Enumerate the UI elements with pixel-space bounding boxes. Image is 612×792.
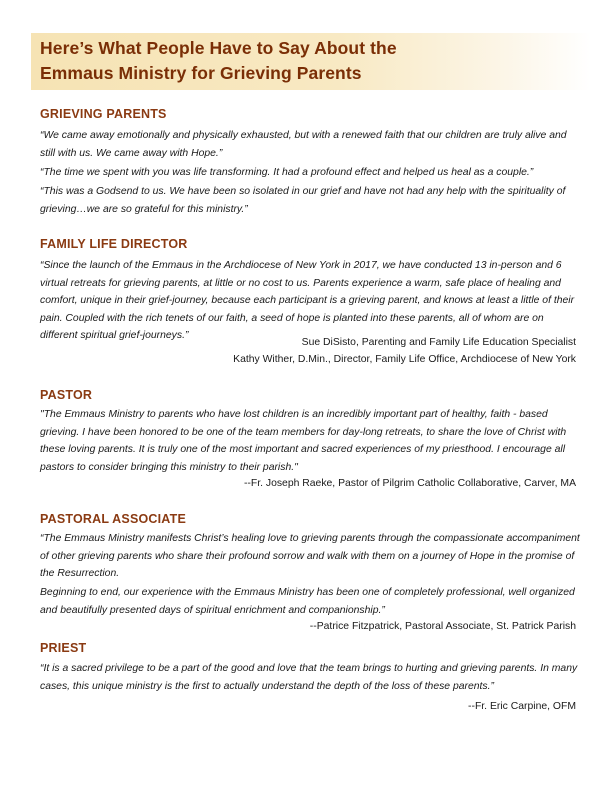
- quote-grieving-parents-2: “The time we spent with you was life transforming. It had a profound effect and helped us heal as a couple.”: [40, 167, 534, 178]
- section-heading-priest: PRIEST: [40, 641, 87, 655]
- quote-grieving-parents-3: “This was a Godsend to us. We have been so isolated in our grief and have not had any help with the spirituality of grieving…we are so grateful for this ministry.”: [40, 186, 566, 215]
- section-heading-pastor: PASTOR: [40, 388, 93, 402]
- quote-grieving-parents-1: “We came away emotionally and physically exhausted, but with a renewed faith that our children are truly alive and still with us. We came away with Hope.”: [40, 130, 567, 159]
- section-heading-family-life-director: FAMILY LIFE DIRECTOR: [40, 237, 188, 251]
- attribution-line: --Fr. Eric Carpine, OFM: [468, 701, 576, 712]
- section-heading-grieving-parents: GRIEVING PARENTS: [40, 107, 167, 121]
- section-heading-pastoral-associate: PASTORAL ASSOCIATE: [40, 512, 186, 526]
- quote-family-life-director: “Since the launch of the Emmaus in the Archdiocese of New York in 2017, we have conducted 13 in-person and 6 virtual retreats for grieving parents, at little or no cost to us. Parents experience a warm, safe place of healing and comfort, unique in their grief-journey, because each participant is a grieving parent, and knows at least a little of their pain. Coupled with the rich tenets of our faith, a seed of hope is planted into these parents, all of whom are on different spiritual grief-journeys.”: [40, 260, 575, 341]
- quote-pastoral-associate-2: Beginning to end, our experience with the Emmaus Ministry has been one of completely professional, well organized and beautifully presented days of spiritual enrichment and companionship.”: [40, 587, 575, 616]
- attribution-line: --Fr. Joseph Raeke, Pastor of Pilgrim Catholic Collaborative, Carver, MA: [243, 478, 576, 489]
- attribution-line: Kathy Wither, D.Min., Director, Family Life Office, Archdiocese of New York: [233, 354, 576, 365]
- attribution-line: --Patrice Fitzpatrick, Pastoral Associate, St. Patrick Parish: [309, 621, 576, 632]
- quote-priest: “It is a sacred privilege to be a part of the good and love that the team brings to hurting and grieving parents. In many cases, this unique ministry is the first to actually understand the depth of the loss of these parents.”: [40, 663, 578, 692]
- quote-pastor: "The Emmaus Ministry to parents who have lost children is an incredibly important part of healthy, faith - based grieving. I have been honored to be one of the team members for day-long retreats, to share the love of Christ with these loving parents. It is truly one of the most important and sacred experiences of my priesthood. I encourage all pastors to consider bringing this ministry to their parish.": [40, 409, 567, 473]
- page-title-line-2: Emmaus Ministry for Grieving Parents: [40, 63, 362, 83]
- quote-pastoral-associate-1: “The Emmaus Ministry manifests Christ’s healing love to grieving parents through the compassionate accompaniment of other grieving parents who share their profound sorrow and walk with them on a journey of Hope in the promise of the Resurrection.: [40, 533, 580, 579]
- attribution-line: Sue DiSisto, Parenting and Family Life Education Specialist: [301, 337, 576, 348]
- page-title-line-1: Here’s What People Have to Say About the: [40, 38, 397, 58]
